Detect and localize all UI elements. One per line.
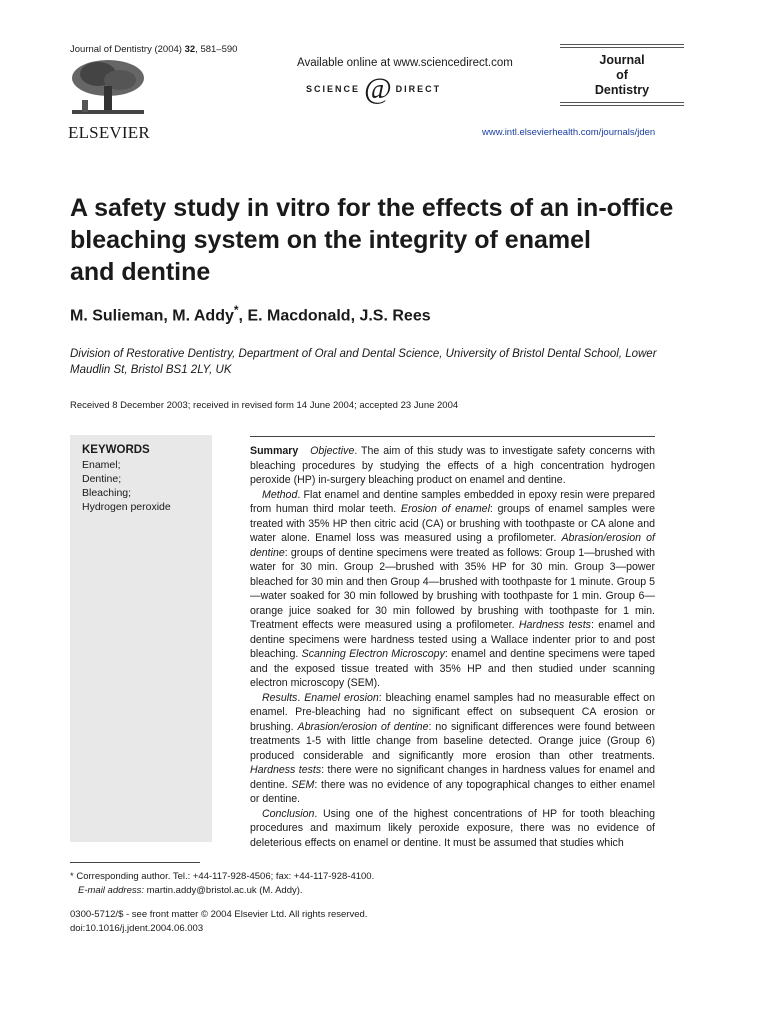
abstract-results xyxy=(250,691,655,807)
journal-name-line: Journal xyxy=(599,53,645,67)
corresponding-marker[interactable]: * xyxy=(233,303,239,317)
abstract-rule xyxy=(250,436,655,437)
elsevier-logo xyxy=(68,58,148,143)
divider xyxy=(560,102,684,106)
authors-text: M. Sulieman, M. Addy xyxy=(70,307,234,325)
authors xyxy=(70,303,431,325)
abstract-text: : no significant differences were found between treatments 1-5 with little change from baseline detected. Orange juice (Group 6) produced considerable and significantly more erosion than other treatments. xyxy=(250,720,656,762)
abstract xyxy=(250,444,655,850)
abstract-objective xyxy=(250,444,655,488)
summary-label: Summary xyxy=(250,445,299,457)
abstract-heading: Erosion of enamel xyxy=(400,503,490,515)
doi[interactable]: doi:10.1016/j.jdent.2004.06.003 xyxy=(70,923,204,934)
journal-masthead xyxy=(560,44,684,106)
abstract-text: : enamel and dentine specimens were taped and the exposed tissue treated with 35% HP and then studied under scanning electron microscopy (SEM). xyxy=(250,648,656,689)
abstract-heading: Objective xyxy=(310,445,355,457)
abstract-heading: Method xyxy=(262,488,298,501)
footnote-rule xyxy=(70,862,200,863)
journal-citation xyxy=(70,44,237,55)
corresponding-author: Corresponding author. Tel.: +44-117-928-4506; fax: +44-117-928-4100. xyxy=(76,871,375,882)
abstract-heading: Enamel erosion xyxy=(304,691,379,704)
keyword: Hydrogen peroxide xyxy=(82,501,171,513)
copyright: 0300-5712/$ - see front matter © 2004 Elsevier Ltd. All rights reserved. xyxy=(70,909,368,920)
publisher-name: ELSEVIER xyxy=(68,123,150,142)
email-address[interactable]: martin.addy@bristol.ac.uk (M. Addy). xyxy=(144,885,303,896)
footnote-marker: * xyxy=(70,871,77,882)
abstract-method xyxy=(250,488,655,691)
sd-right: DIRECT xyxy=(395,84,442,94)
footnote xyxy=(70,870,374,898)
sd-left: SCIENCE xyxy=(306,84,361,94)
abstract-heading: Results xyxy=(262,691,298,704)
abstract-text: : groups of dentine specimens were treated as follows: Group 1—brushed with water for 30 min. Group 2—brushed with 35% HP for 30 min. Group 3—power bleached for 30 min and then Group 4—brushed with toothpaste for 1 minute. Group 5—water soaked for 30 min followed by brushing with toothpaste for 1 min. Group 6—orange juice soaked for 30 min followed by brushing with toothpaste for 1 min. Treatment effects were measured using a profilometer. xyxy=(250,546,655,631)
abstract-heading: Scanning Electron Microscopy xyxy=(301,648,445,660)
abstract-text: : groups of enamel samples were treated with 35% HP then citric acid (CA) or brushing with toothpaste or CA alone and water alone. Enamel loss was measured using a profilometer. xyxy=(250,503,655,544)
abstract-text: : there were no significant changes in hardness values for enamel and dentine. xyxy=(250,764,655,791)
citation-text: Journal of Dentistry (2004) xyxy=(70,44,185,55)
title-line: A safety study in vitro for the effects of an in-office xyxy=(70,194,674,222)
article-title xyxy=(70,192,690,288)
abstract-text: : there was no evidence of any topographical changes to either enamel or dentine. xyxy=(250,778,655,805)
email-label: E-mail address: xyxy=(78,885,144,896)
keywords-heading: KEYWORDS xyxy=(82,444,150,456)
keyword: Dentine; xyxy=(82,473,122,485)
abstract-text: . xyxy=(297,691,305,704)
title-line: and dentine xyxy=(70,258,211,286)
abstract-heading: Hardness tests xyxy=(250,764,322,776)
copyright-block xyxy=(70,908,367,936)
abstract-heading: Hardness tests xyxy=(518,619,591,631)
abstract-text: : bleaching enamel samples had no measurable effect on enamel. Pre-bleaching had no significant effect on subsequent CA erosion or brushing. xyxy=(250,691,655,733)
abstract-heading: Conclusion xyxy=(262,807,315,820)
keyword: Enamel; xyxy=(82,459,121,471)
received-dates: Received 8 December 2003; received in revised form 14 June 2004; accepted 23 June 2004 xyxy=(70,400,459,411)
abstract-text: . The aim of this study was to investigate safety concerns with bleaching procedures by studying the effects of a high concentration hydrogen peroxide (HP) in-surgery bleaching product on enamel and dentine. xyxy=(250,445,655,486)
sciencedirect-logo xyxy=(306,72,442,105)
abstract-heading: Abrasion/erosion of dentine xyxy=(250,532,655,559)
abstract-text: : enamel and dentine specimens were hardness tested using a Wallace indenter prior to and post bleaching. xyxy=(250,619,655,660)
abstract-text: . Using one of the highest concentrations of HP for tooth bleaching procedures and maximum likely peroxide exposure, there was no evidence of deleterious effects on enamel or dentine. It must be assumed that studies which xyxy=(250,807,655,849)
authors-text: , E. Macdonald, J.S. Rees xyxy=(238,307,431,325)
journal-name-line: of xyxy=(616,68,628,82)
keyword: Bleaching; xyxy=(82,487,132,499)
citation-volume: 32 xyxy=(184,44,196,55)
journal-url-link[interactable]: www.intl.elsevierhealth.com/journals/jden xyxy=(482,127,656,138)
abstract-heading: SEM xyxy=(291,778,315,791)
abstract-conclusion xyxy=(250,807,655,851)
elsevier-tree-icon xyxy=(68,58,146,116)
title-line: bleaching system on the integrity of enamel xyxy=(70,226,591,254)
available-online: Available online at www.sciencedirect.com xyxy=(297,57,513,69)
abstract-text: . Flat enamel and dentine samples embedded in epoxy resin were prepared from human third molar teeth. xyxy=(250,488,655,515)
keywords-box xyxy=(70,435,212,842)
journal-name-line: Dentistry xyxy=(594,83,650,97)
citation-pages: , 581–590 xyxy=(195,44,238,55)
affiliation: Division of Restorative Dentistry, Department of Oral and Dental Science, University of Bristol Dental School, Lower Maudlin St, Bristol BS1 2LY, UK xyxy=(70,348,657,376)
sd-at-icon: @ xyxy=(364,72,392,105)
abstract-heading: Abrasion/erosion of dentine xyxy=(297,720,429,733)
